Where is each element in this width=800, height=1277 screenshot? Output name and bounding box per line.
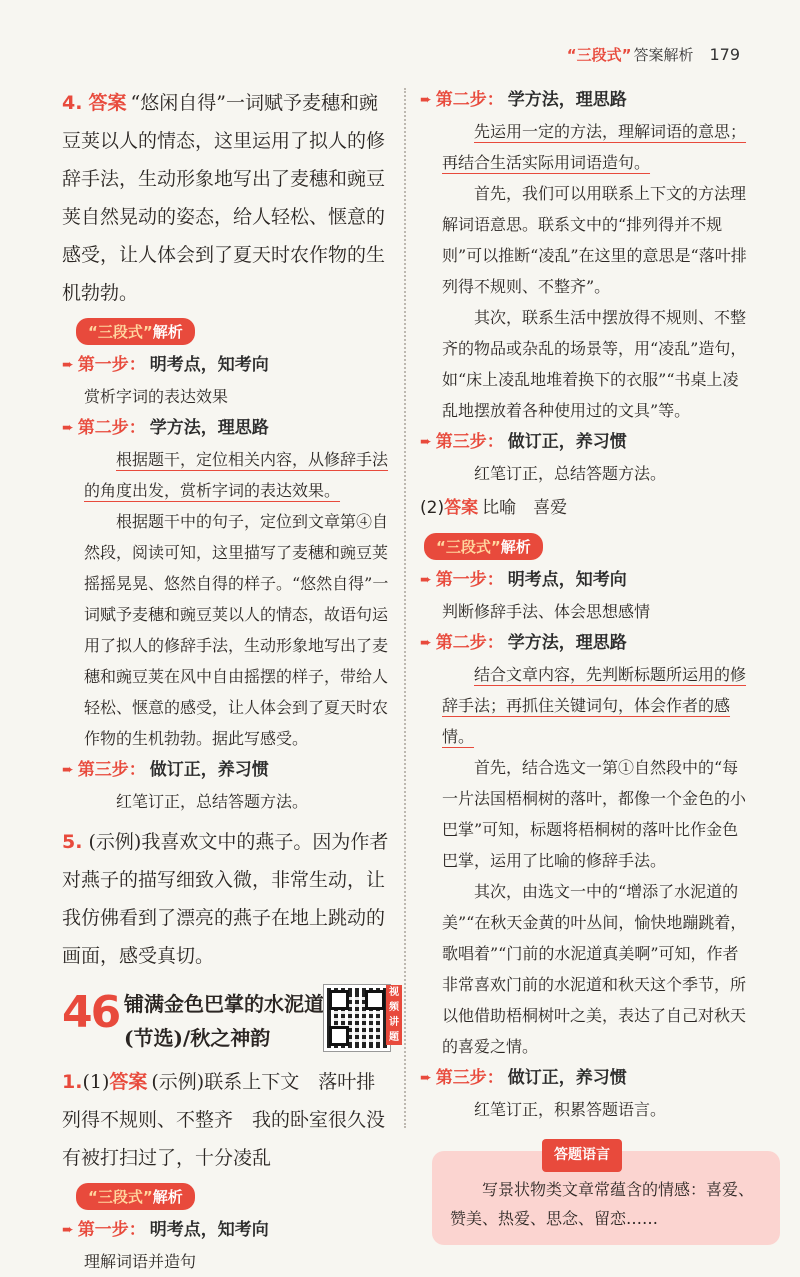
step-1 (62, 349, 394, 381)
arrow-icon: ➨ (420, 572, 432, 588)
step-body: 红笔订正，总结答题方法。 (116, 792, 309, 811)
underlined-method: 先运用一定的方法，理解词语的意思；再结合生活实际用词语造句。 (442, 122, 747, 172)
step-label: 第二步： (435, 633, 504, 653)
analysis-tag (424, 533, 543, 560)
step-body: 根据题干中的句子，定位到文章第④自然段，阅读可知，这里描写了麦穗和豌豆荚摇摇晃晃、悠然自得的样子。“悠然自得”一词赋予麦穗和豌豆荚以人的情态，故语句运用了拟人的修辞手法，生动形象地写出了麦穗和豌豆荚在风中自由摇摆的样子，带给人轻松、惬意的感受，让人体会到了夏天时农作物的生机勃勃。据此写感受。 (84, 512, 389, 748)
section-title (124, 987, 324, 1055)
left-column (62, 84, 399, 1277)
header-brand: “三段式” (566, 46, 632, 64)
underlined-method: 根据题干，定位相关内容，从修辞手法的角度出发，赏析字词的表达效果。 (84, 450, 389, 500)
answer-language-tag: 答题语言 (542, 1139, 622, 1172)
step-title: 学方法，理思路 (149, 418, 269, 438)
arrow-icon: ➨ (62, 1222, 74, 1238)
arrow-icon: ➨ (62, 762, 74, 778)
step-title: 做订正，养习惯 (149, 760, 269, 780)
header-label: 答案解析 (633, 46, 694, 64)
right-column (420, 84, 755, 1245)
step-method (420, 659, 750, 752)
tag-quote: “三段式” (88, 323, 153, 341)
question-number: 5. (62, 831, 83, 853)
analysis-tag (76, 1183, 195, 1210)
question-5 (62, 823, 394, 975)
step-body: 赏析字词的表达效果 (84, 387, 229, 406)
step-label: 第一步： (435, 570, 504, 590)
tag-text: 解析 (152, 323, 183, 341)
page-number: 179 (709, 45, 740, 64)
step-title: 明考点，知考向 (149, 1220, 269, 1240)
question-number: 1. (62, 1071, 83, 1093)
arrow-icon: ➨ (62, 420, 74, 436)
answer-text: (示例)我喜欢文中的燕子。因为作者对燕子的描写细致入微，非常生动，让我仿佛看到了漂亮的燕子在地上跳动的画面，感受真切。 (62, 831, 389, 967)
section-46-header (62, 983, 399, 1063)
step-paragraph: 其次，联系生活中摆放得不规则、不整齐的物品或杂乱的场景等，用“凌乱”造句，如“床上凌乱地堆着换下的衣服”“书桌上凌乱地摆放着各种使用过的文具”等。 (442, 308, 747, 420)
sub-question-prefix: (2) (420, 498, 445, 518)
arrow-icon: ➨ (420, 1070, 432, 1086)
step-title: 学方法，理思路 (507, 90, 627, 110)
page-header (567, 44, 740, 65)
column-divider (404, 88, 406, 1128)
sub-question-prefix: (1) (82, 1071, 110, 1093)
tag-quote: “三段式” (436, 538, 501, 556)
step-method (420, 116, 750, 178)
step-2 (420, 627, 750, 659)
arrow-icon: ➨ (420, 434, 432, 450)
answer-label: 答案 (444, 498, 479, 518)
section-title-line2: (节选)/秋之神韵 (124, 1026, 271, 1050)
video-badge[interactable]: 视频讲题 (386, 985, 402, 1045)
step-3 (62, 754, 394, 786)
step-body: 判断修辞手法、体会思想感情 (442, 602, 651, 621)
qr-corner (329, 990, 349, 1010)
analysis-tag (76, 318, 195, 345)
answer-label: 答案 (88, 92, 127, 114)
step-title: 明考点，知考向 (149, 355, 269, 375)
tag-text: 解析 (152, 1188, 183, 1206)
step-method (62, 444, 394, 506)
section-title-line1: 铺满金色巴掌的水泥道 (124, 992, 324, 1016)
step-label: 第三步： (435, 1068, 504, 1088)
step-3 (420, 426, 750, 458)
step-label: 第二步： (435, 90, 504, 110)
step-label: 第三步： (77, 760, 146, 780)
step-1 (420, 564, 750, 596)
underlined-method: 结合文章内容，先判断标题所运用的修辞手法；再抓住关键词句，体会作者的感情。 (442, 665, 747, 746)
qr-code-icon[interactable] (324, 985, 390, 1051)
answer-language-text: 写景状物类文章常蕴含的情感：喜爱、赞美、热爱、思念、留恋…… (450, 1180, 755, 1228)
qr-corner (365, 990, 385, 1010)
question-2 (420, 489, 750, 527)
arrow-icon: ➨ (420, 92, 432, 108)
section-number: 46 (62, 987, 120, 1038)
step-1 (62, 1214, 394, 1246)
step-3 (420, 1062, 750, 1094)
step-title: 学方法，理思路 (507, 633, 627, 653)
step-2 (420, 84, 750, 116)
step-title: 明考点，知考向 (507, 570, 627, 590)
step-paragraph: 其次，由选文一中的“增添了水泥道的美”“在秋天金黄的叶丛间，愉快地蹦跳着，歌唱着”“门前的水泥道真美啊”可知，作者非常喜欢门前的水泥道和秋天这个季节，所以他借助梧桐树叶之美，表达了自己对秋天的喜爱之情。 (442, 882, 747, 1056)
step-body: 红笔订正，积累答题语言。 (474, 1100, 667, 1119)
step-paragraph: 首先，我们可以用联系上下文的方法理解词语意思。联系文中的“排列得并不规则”可以推断“凌乱”在这里的意思是“落叶排列得不规则、不整齐”。 (442, 184, 747, 296)
answer-text: (示例)联系上下文 落叶排列得不规则、不整齐 我的卧室很久没有被打扫过了，十分凌乱 (62, 1071, 386, 1169)
step-body: 理解词语并造句 (84, 1252, 197, 1271)
question-number: 4. (62, 92, 83, 114)
tag-quote: “三段式” (88, 1188, 153, 1206)
answer-label: 答案 (109, 1071, 148, 1093)
step-label: 第二步： (77, 418, 146, 438)
step-label: 第一步： (77, 1220, 146, 1240)
answer-language-box (432, 1147, 780, 1245)
qr-corner (329, 1026, 349, 1046)
tag-text: 解析 (500, 538, 531, 556)
step-title: 做订正，养习惯 (507, 1068, 627, 1088)
step-label: 第三步： (435, 432, 504, 452)
question-1 (62, 1063, 394, 1177)
step-2 (62, 412, 394, 444)
step-body: 红笔订正，总结答题方法。 (474, 464, 667, 483)
answer-text: “悠闲自得”一词赋予麦穗和豌豆荚以人的情态，这里运用了拟人的修辞手法，生动形象地写出了麦穗和豌豆荚自然晃动的姿态，给人轻松、惬意的感受，让人体会到了夏天时农作物的生机勃勃。 (62, 92, 386, 304)
step-title: 做订正，养习惯 (507, 432, 627, 452)
step-label: 第一步： (77, 355, 146, 375)
answer-text: 比喻 喜爱 (482, 498, 568, 518)
arrow-icon: ➨ (62, 357, 74, 373)
step-paragraph: 首先，结合选文一第①自然段中的“每一片法国梧桐树的落叶，都像一个金色的小巴掌”可知，标题将梧桐树的落叶比作金色巴掌，运用了比喻的修辞手法。 (442, 758, 747, 870)
arrow-icon: ➨ (420, 635, 432, 651)
question-4 (62, 84, 394, 312)
